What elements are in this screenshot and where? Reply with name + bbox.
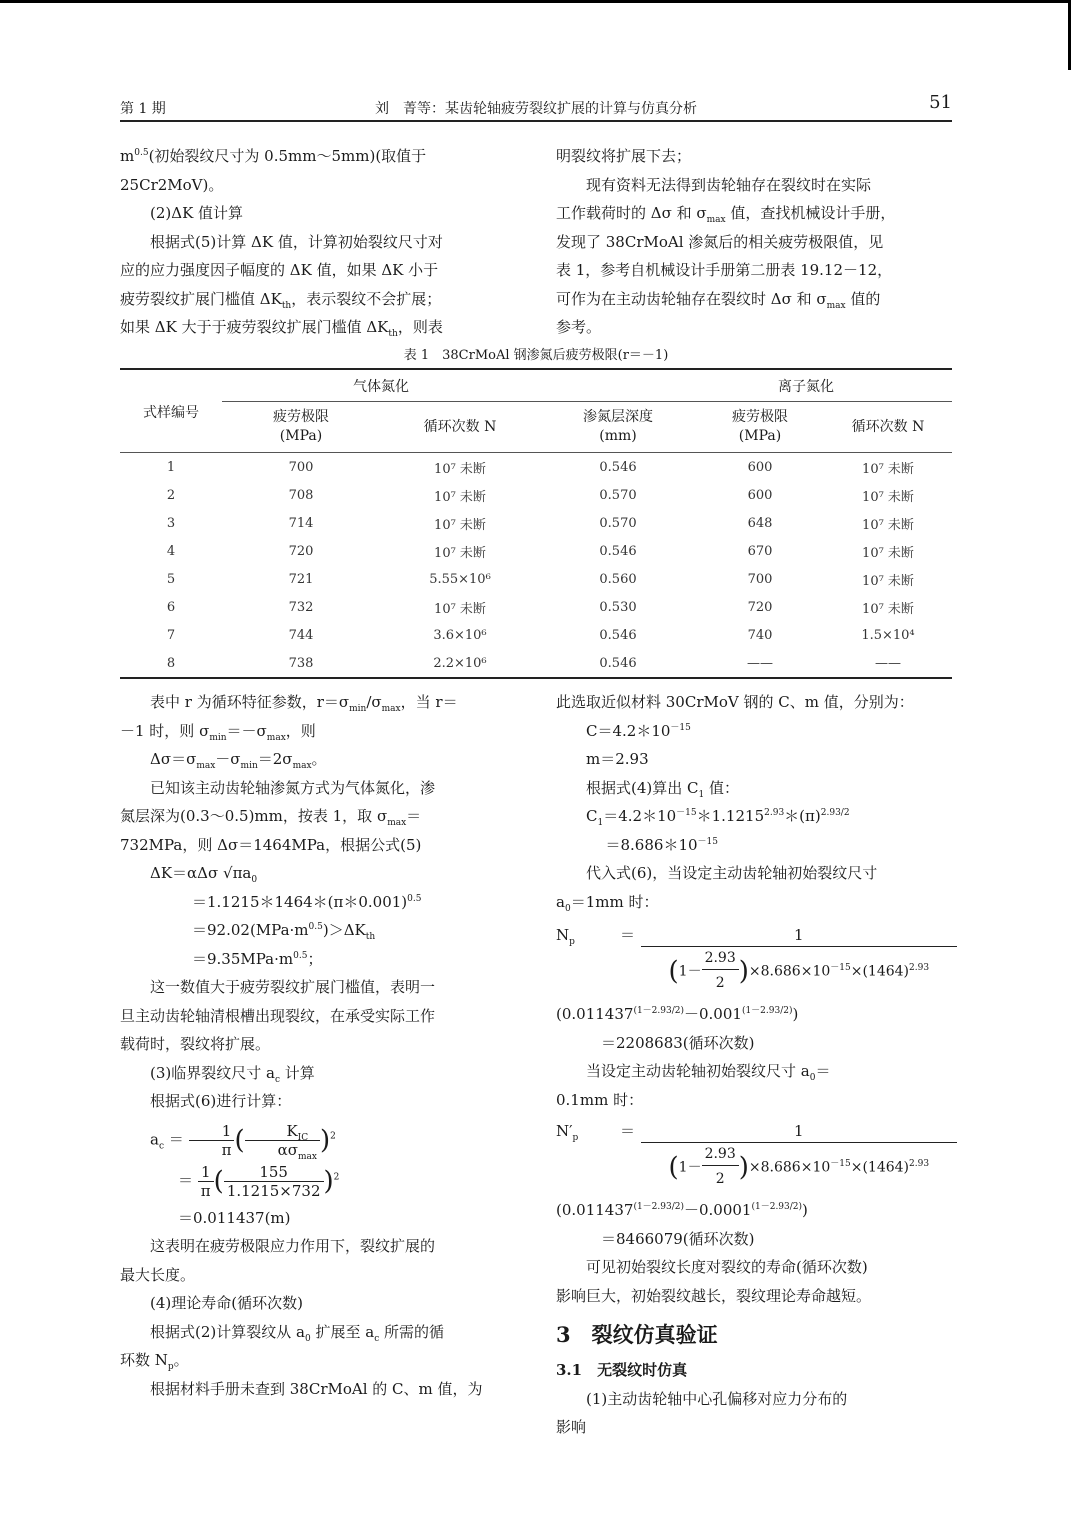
table-row <box>120 509 952 537</box>
text-line: －1 时，则 $\sigma_{min}=-\sigma_{max}$，则 <box>120 721 316 743</box>
header-fatigue-limit-gas: 疲劳极限 (MPa) <box>222 402 380 453</box>
table-cell: 10⁷ 未断 <box>862 461 914 477</box>
header-fatigue-limit-ion: 疲劳极限 (MPa) <box>696 402 824 453</box>
table-row <box>120 649 952 678</box>
text-line: 环数 $N_p$。 <box>120 1351 189 1372</box>
table-caption: 表 1 38CrMoAl 钢渗氮后疲劳极限(r＝－1) <box>403 348 669 363</box>
header-gas-nitriding: 气体氮化 <box>222 369 540 402</box>
text-line: 代入式(6)，当设定主动齿轮轴初始裂纹尺寸 <box>586 864 878 882</box>
table-cell: 10⁷ 未断 <box>862 601 914 617</box>
left-column-bottom <box>120 688 518 1403</box>
table-cell: 6 <box>166 599 176 615</box>
header-ion-nitriding: 离子氮化 <box>540 369 952 402</box>
text-line: 疲劳裂纹扩展门槛值 $\Delta K_{th}$，表示裂纹不会扩展； <box>120 289 442 311</box>
text-line: $a_0=1mm$ 时： <box>556 892 659 914</box>
text-line: 表中 r 为循环特征参数，$r=\sigma_{min}/\sigma_{max}$，当 r＝ <box>150 693 458 714</box>
subheading-delta-k: (2)ΔK 值计算 <box>150 204 244 222</box>
table-cell: 1 <box>166 459 176 475</box>
table-cell: 0.546 <box>599 627 637 643</box>
equation-delta-sigma: $\Delta\sigma=\sigma_{max}-\sigma_{min}=2\sigma_{max}$。 <box>150 750 327 771</box>
text-line: 根据式(2)计算裂纹从 $a_0$ 扩展至 $a_c$ 所需的循 <box>150 1322 445 1344</box>
page-top-border <box>0 0 1071 3</box>
table-cell: 0.560 <box>599 571 637 587</box>
table-cell: 2 <box>166 487 176 503</box>
header-cycles-ion: 循环次数 N <box>824 402 952 453</box>
text-line: 此选取近似材料 30CrMoV 钢的 C、m 值，分别为： <box>556 693 914 711</box>
table-cell: 732 <box>288 599 314 615</box>
table-cell: 3.6×10⁶ <box>433 627 487 643</box>
table-cell: 600 <box>747 487 773 503</box>
header-nitride-depth: 渗氮层深度 (mm) <box>540 402 696 453</box>
text-line: 发现了 38CrMoAl 渗氮后的相关疲劳极限值，见 <box>556 232 884 251</box>
text-line: 732MPa，则 Δσ＝1464MPa，根据公式(5) <box>120 835 422 854</box>
table-cell: 700 <box>288 459 314 475</box>
text-line: 影响 <box>556 1418 587 1436</box>
text-line: 氮层深为(0.3～0.5)mm，按表 1，取 $\sigma_{max}=$ <box>120 807 422 828</box>
table-cell: 0.546 <box>599 543 637 559</box>
table-cell: 0.546 <box>540 649 696 678</box>
equation-delta-k: ΔK＝αΔσ $√\pi a_0$ <box>150 864 258 885</box>
section-heading-3: 3 裂纹仿真验证 <box>556 1322 718 1347</box>
subheading-critical-crack: (3)临界裂纹尺寸 $a_c$ 计算 <box>150 1063 315 1085</box>
table-cell: 4 <box>166 543 176 559</box>
table-cell: 10⁷ 未断 <box>434 601 486 617</box>
table-cell: 708 <box>288 487 314 503</box>
text-line: 25Cr2MoV)。 <box>120 175 224 194</box>
equation-ac: $a_c$ ＝ $\frac{1}{\pi}$ ( $\frac{K_{IC}}{\alpha\sigma_{max}}$ )$^2$ <box>150 1121 336 1162</box>
right-column-bottom <box>556 688 952 1442</box>
text-line: 可见初始裂纹长度对裂纹的寿命(循环次数) <box>586 1258 868 1276</box>
text-line: 影响巨大，初始裂纹越长，裂纹理论寿命越短。 <box>556 1286 872 1305</box>
equation-c: $C=4.2*10^{-15}$ <box>586 721 691 740</box>
table-cell: 10⁷ 未断 <box>862 573 914 589</box>
subsection-heading-3-1: 3.1 无裂纹时仿真 <box>556 1361 688 1379</box>
text-line: 根据式(5)计算 ΔK 值，计算初始裂纹尺寸对 <box>150 232 443 251</box>
table-cell: 700 <box>747 571 773 587</box>
table-row <box>120 537 952 565</box>
table-cell: 7 <box>166 627 176 643</box>
table-cell: 10⁷ 未断 <box>434 489 486 505</box>
table-cell: 10⁷ 未断 <box>862 489 914 505</box>
subheading-theoretical-life: (4)理论寿命(循环次数) <box>150 1294 303 1312</box>
table-cell: —— <box>696 649 824 678</box>
text-line: 明裂纹将扩展下去； <box>556 147 692 165</box>
text-line: 根据式(6)进行计算： <box>150 1092 292 1110</box>
table-cell: 714 <box>288 515 314 531</box>
table-cell: 1.5×10⁴ <box>861 627 915 643</box>
equation-delta-k-result: $=9.35MPa\cdot m^{0.5}$； <box>192 949 323 968</box>
equation-c1: $C_1=4.2*10^{-15}*1.1215^{2.93}*(\pi)^{2.93/2}$ <box>586 807 850 828</box>
running-title: 刘 菁等：某齿轮轴疲劳裂纹扩展的计算与仿真分析 <box>375 101 697 117</box>
equation-ac-step: ＝ $\frac{1}{\pi}$ ( $\frac{155}{1.1215\times 732}$ )$^2$ <box>178 1162 340 1200</box>
equation-np-prime-result: ＝8466079(循环次数) <box>601 1229 755 1248</box>
table-cell: 0.570 <box>599 487 637 503</box>
table-cell: 670 <box>747 543 773 559</box>
text-line: 表 1，参考自机械设计手册第二册表 19.12－12， <box>556 261 893 279</box>
table-row <box>120 593 952 621</box>
left-column-top <box>120 142 518 342</box>
table-cell: 2.2×10⁶ <box>380 649 540 678</box>
text-line: 参考。 <box>556 318 602 336</box>
table-cell: 10⁷ 未断 <box>862 545 914 561</box>
table-cell: 0.570 <box>599 515 637 531</box>
text-line: 应的应力强度因子幅度的 ΔK 值，如果 ΔK 小于 <box>120 261 439 279</box>
equation-c1-result: $=8.686*10^{-15}$ <box>605 835 718 854</box>
text-line: 这一数值大于疲劳裂纹扩展门槛值，表明一 <box>150 978 436 996</box>
table-cell: 648 <box>747 515 773 531</box>
table-cell: 5.55×10⁶ <box>429 571 491 587</box>
text-line: 现有资料无法得到齿轮轴存在裂纹时在实际 <box>586 175 872 194</box>
table-cell: 3 <box>166 515 176 531</box>
issue-label: 第 1 期 <box>120 101 166 117</box>
text-line: 当设定主动齿轮轴初始裂纹尺寸 $a_0=$ <box>586 1062 831 1083</box>
equation-delta-k-step: ＝1.1215＊1464＊(π＊0.001)$^{0.5}$ <box>192 892 422 911</box>
equation-delta-k-step: $=92.02(MPa\cdot m^{0.5})>\Delta K_{th}$ <box>192 921 376 942</box>
running-header <box>120 92 952 122</box>
table-row <box>120 481 952 509</box>
right-column-top <box>556 142 952 342</box>
page-number: 51 <box>929 92 952 113</box>
table-cell: 600 <box>747 459 773 475</box>
table-cell: 721 <box>288 571 314 587</box>
table-cell: 0.546 <box>599 459 637 475</box>
table-cell: 740 <box>747 627 773 643</box>
text-line: 这表明在疲劳极限应力作用下，裂纹扩展的 <box>150 1237 436 1255</box>
text-line: 根据材料手册未查到 38CrMoAl 的 C、m 值，为 <box>150 1379 483 1398</box>
text-line: 已知该主动齿轮轴渗氮方式为气体氮化，渗 <box>150 778 436 797</box>
text-line: 0.1mm 时： <box>556 1090 644 1109</box>
table-cell: 744 <box>288 627 314 643</box>
equation-m: m＝2.93 <box>586 750 649 768</box>
text-line: 旦主动齿轮轴清根槽出现裂纹，在承受实际工作 <box>120 1006 436 1025</box>
table-cell: 0.530 <box>599 599 637 615</box>
equation-np-prime-tail: $(0.011437^{(1-2.93/2)}-0.0001^{(1-2.93/2)})$ <box>556 1201 808 1219</box>
table-cell: —— <box>824 649 952 678</box>
table-row <box>120 621 952 649</box>
text-line: 如果 ΔK 大于于疲劳裂纹扩展门槛值 $\Delta K_{th}$，则表 <box>120 318 443 339</box>
fatigue-limit-table <box>120 368 952 679</box>
table-cell: 8 <box>120 649 222 678</box>
equation-np-tail: $(0.011437^{(1-2.93/2)}-0.001^{(1-2.93/2)})$ <box>556 1005 799 1023</box>
text-line: 载荷时，裂纹将扩展。 <box>120 1035 271 1053</box>
equation-ac-result: ＝0.011437(m) <box>178 1208 291 1227</box>
table-cell: 5 <box>166 571 176 587</box>
equation-np-result: ＝2208683(循环次数) <box>601 1033 755 1052</box>
table-cell: 10⁷ 未断 <box>434 545 486 561</box>
header-cycles-gas: 循环次数 N <box>380 402 540 453</box>
text-line: $m^{0.5}$(初始裂纹尺寸为 0.5mm～5mm)(取值于 <box>120 147 427 165</box>
table-cell: 720 <box>288 543 314 559</box>
equation-np: $N_p$ ＝ 1 (1－ $\frac{2.93}{2}$ )$\times 8.686\times 10^{-15}\times(1464)^{2.93}$ <box>556 924 952 996</box>
text-line: 工作载荷时的 Δσ 和 $\sigma_{max}$ 值，查找机械设计手册， <box>556 204 896 225</box>
table-row <box>120 453 952 482</box>
text-line: 可作为在主动齿轮轴存在裂纹时 Δσ 和 $\sigma_{max}$ 值的 <box>556 289 881 311</box>
table-cell: 10⁷ 未断 <box>862 517 914 533</box>
table-cell: 720 <box>747 599 773 615</box>
table-cell: 10⁷ 未断 <box>434 461 486 477</box>
text-line: 最大长度。 <box>120 1265 196 1284</box>
header-sample-id: 式样编号 <box>120 369 222 453</box>
equation-np-prime: $N'_p$ ＝ 1 (1－ $\frac{2.93}{2}$ )$\times 8.686\times 10^{-15}\times(1464)^{2.93}$ <box>556 1120 952 1192</box>
text-line: (1)主动齿轮轴中心孔偏移对应力分布的 <box>586 1389 848 1408</box>
table-row <box>120 565 952 593</box>
table-cell: 10⁷ 未断 <box>434 517 486 533</box>
table-cell: 738 <box>222 649 380 678</box>
text-line: 根据式(4)算出 $C_1$ 值： <box>586 778 740 800</box>
